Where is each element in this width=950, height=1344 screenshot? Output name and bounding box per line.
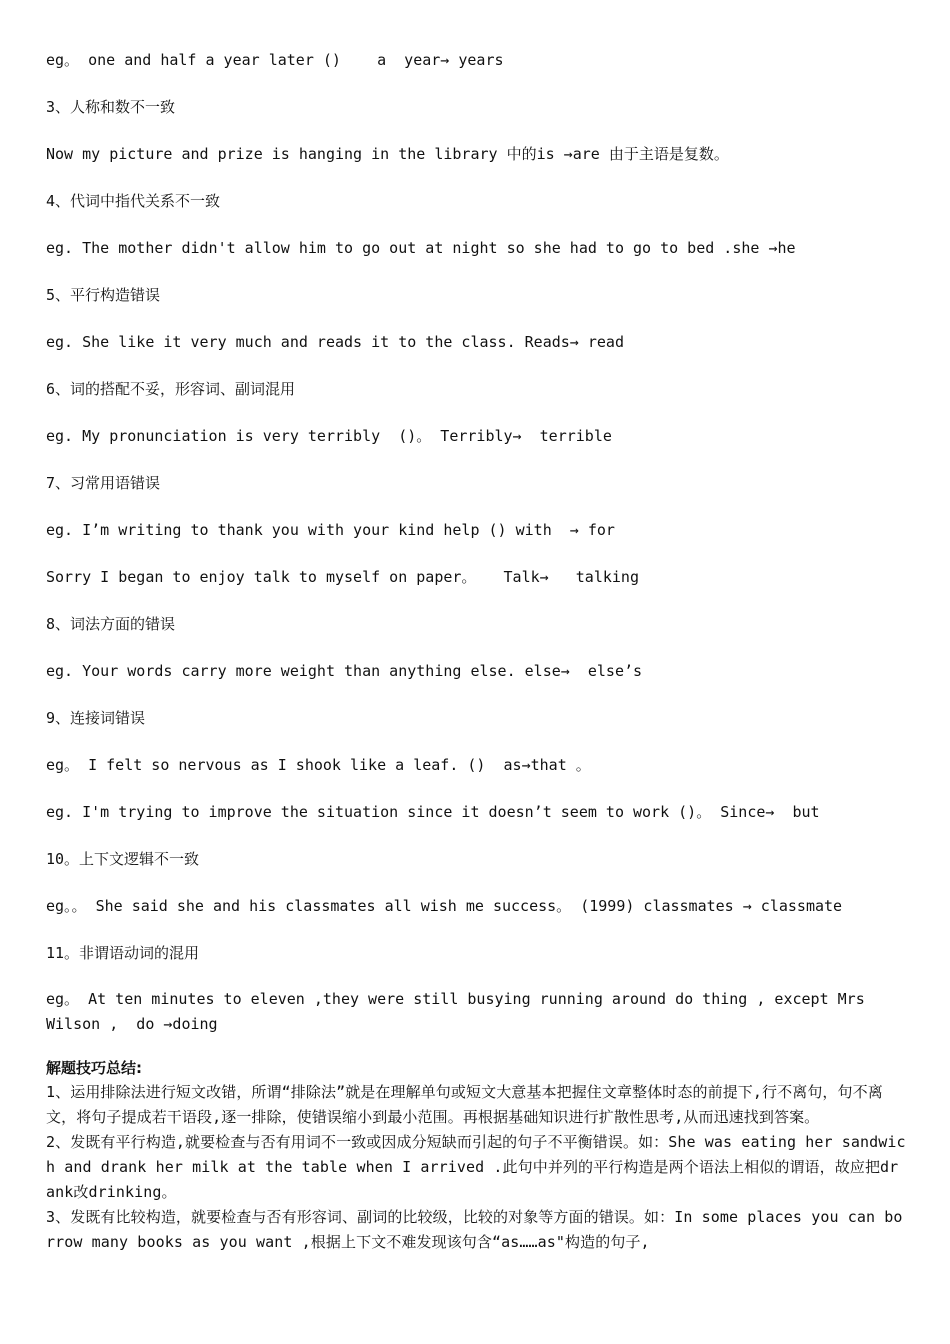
example-line: eg。 one and half a year later () a year→ years	[46, 51, 504, 69]
summary-paragraph: 1、运用排除法进行短文改错，所谓“排除法”就是在理解单句或短文大意基本把握住文章整体时态的前提下,行不离句，句不离文，将句子提成若干语段,逐一排除，使错误缩小到最小范围。再根据基础知识进行扩散性思考,从而迅速找到答案。	[46, 1083, 883, 1126]
example-line: eg. Your words carry more weight than anything else. else→ else’s	[46, 662, 643, 680]
example-line: eg。。 She said she and his classmates all wish me success。 (1999) classmates → classmate	[46, 897, 843, 915]
document-page	[46, 50, 906, 1255]
summary-paragraph: 2、发既有平行构造,就要检查与否有用词不一致或因成分短缺而引起的句子不平衡错误。如：She was eating her sandwich and drank her milk at the table when I arrived .此句中并列的平行构造是两个语法上相似的谓语，故应把drank改drinking。	[46, 1133, 906, 1201]
example-line: eg. The mother didn't allow him to go out at night so she had to go to bed .she →he	[46, 239, 796, 257]
example-line: eg。 At ten minutes to eleven ,they were still busying running around do thing , except Mrs Wilson , do →doing	[46, 990, 874, 1033]
example-line: Now my picture and prize is hanging in the library 中的is →are 由于主语是复数。	[46, 145, 729, 163]
section-heading: 9、连接词错误	[46, 709, 146, 727]
example-line: eg. I'm trying to improve the situation since it doesn’t seem to work ()。 Since→ but	[46, 803, 820, 821]
example-line: Sorry I began to enjoy talk to myself on paper。 Talk→ talking	[46, 568, 639, 586]
summary-section	[46, 1056, 906, 1255]
example-line: eg。 I felt so nervous as I shook like a leaf. () as→that 。	[46, 756, 591, 774]
section-heading: 5、平行构造错误	[46, 286, 161, 304]
example-line: eg. My pronunciation is very terribly ()。 Terribly→ terrible	[46, 427, 612, 445]
summary-title: 解题技巧总结:	[46, 1059, 142, 1077]
section-heading: 3、人称和数不一致	[46, 98, 176, 116]
section-heading: 7、习常用语错误	[46, 474, 161, 492]
example-line: eg. She like it very much and reads it to the class. Reads→ read	[46, 333, 624, 351]
section-heading: 8、词法方面的错误	[46, 615, 176, 633]
summary-paragraph: 3、发既有比较构造，就要检查与否有形容词、副词的比较级，比较的对象等方面的错误。如：In some places you can borrow many books as you want ,根据上下文不难发现该句含“as……as"构造的句子,	[46, 1208, 903, 1251]
example-line: eg. I’m writing to thank you with your kind help () with → for	[46, 521, 615, 539]
section-heading: 10。上下文逻辑不一致	[46, 850, 200, 868]
section-heading: 6、词的搭配不妥，形容词、副词混用	[46, 380, 296, 398]
section-heading: 11。非谓语动词的混用	[46, 944, 200, 962]
section-heading: 4、代词中指代关系不一致	[46, 192, 221, 210]
